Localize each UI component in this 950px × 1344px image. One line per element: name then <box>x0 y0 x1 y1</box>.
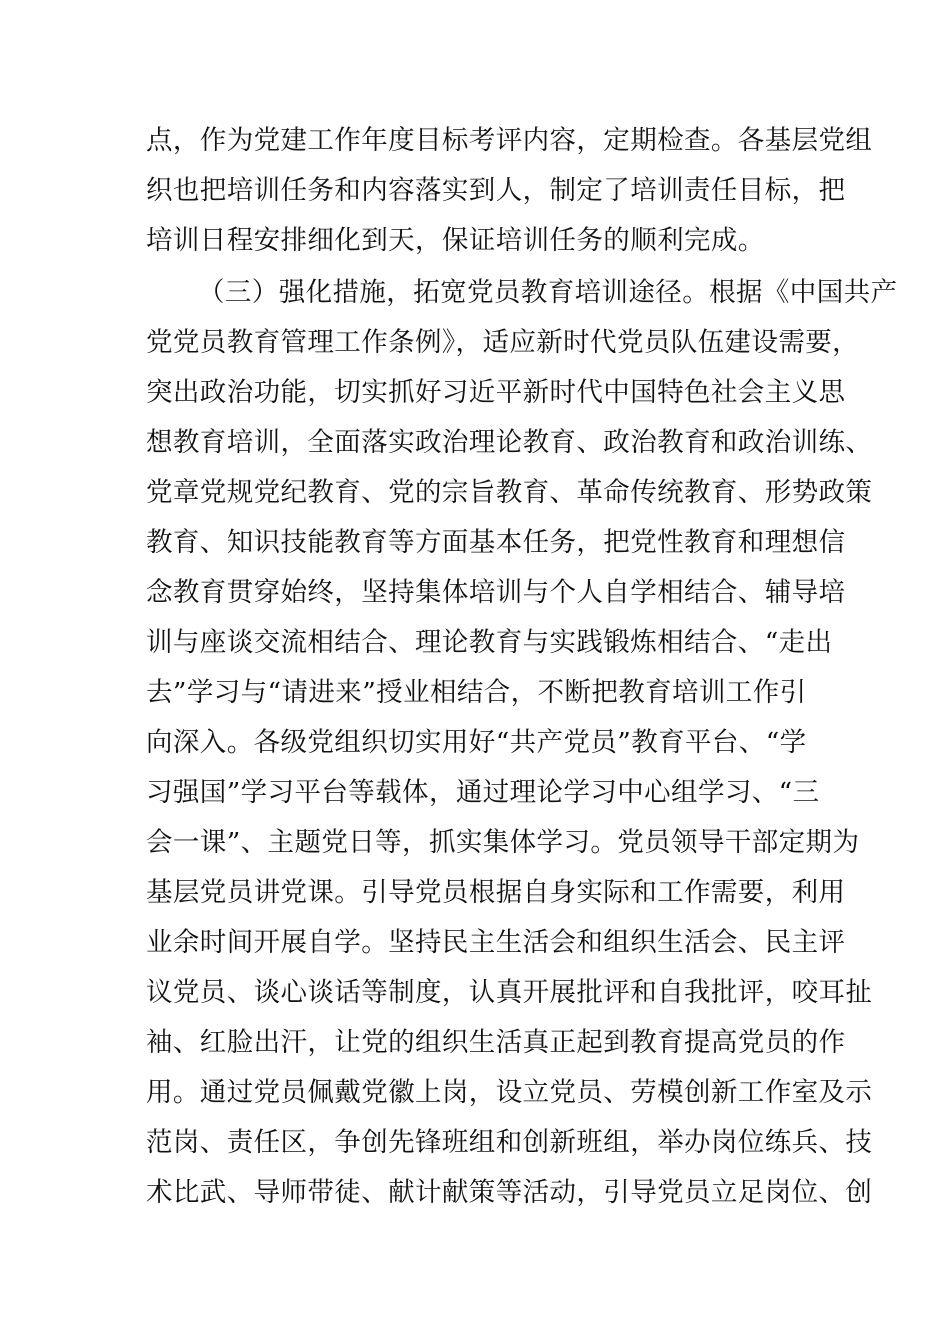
paragraph-2-line-4: 想教育培训，全面落实政治理论教育、政治教育和政治训练、 <box>146 427 873 458</box>
paragraph-2-line-10: 向深入。各级党组织切实用好“共产党员”教育平台、“学 <box>146 727 807 758</box>
paragraph-1-line-2: 织也把培训任务和内容落实到人，制定了培训责任目标，把 <box>146 175 846 206</box>
paragraph-2-line-19: 术比武、导师带徒、献计献策等活动，引导党员立足岗位、创 <box>146 1177 873 1208</box>
paragraph-2-line-5: 党章党规党纪教育、党的宗旨教育、革命传统教育、形势政策 <box>146 477 873 508</box>
paragraph-2-line-2: 党党员教育管理工作条例》，适应新时代党员队伍建设需要， <box>146 327 860 358</box>
paragraph-2-line-11: 习强国”学习平台等载体，通过理论学习中心组学习、“三 <box>146 777 820 808</box>
paragraph-1-line-1: 点，作为党建工作年度目标考评内容，定期检查。各基层党组 <box>146 125 873 156</box>
paragraph-2-line-12: 会一课”、主题党日等，抓实集体学习。党员领导干部定期为 <box>146 827 860 858</box>
paragraph-2-line-3: 突出政治功能，切实抓好习近平新时代中国特色社会主义思 <box>146 377 846 408</box>
paragraph-2-line-9: 去”学习与“请进来”授业相结合，不断把教育培训工作引 <box>146 677 807 708</box>
paragraph-2-line-16: 袖、红脸出汗，让党的组织生活真正起到教育提高党员的作 <box>146 1027 846 1058</box>
paragraph-2-line-18: 范岗、责任区，争创先锋班组和创新班组，举办岗位练兵、技 <box>146 1127 873 1158</box>
paragraph-2-line-7: 念教育贯穿始终，坚持集体培训与个人自学相结合、辅导培 <box>146 577 846 608</box>
paragraph-2-line-1: （三）强化措施，拓宽党员教育培训途径。根据《中国共产 <box>198 277 898 308</box>
paragraph-2-line-15: 议党员、谈心谈话等制度，认真开展批评和自我批评，咬耳扯 <box>146 977 873 1008</box>
paragraph-2-line-14: 业余时间开展自学。坚持民主生活会和组织生活会、民主评 <box>146 927 846 958</box>
paragraph-2-line-13: 基层党员讲党课。引导党员根据自身实际和工作需要，利用 <box>146 877 846 908</box>
paragraph-2-line-8: 训与座谈交流相结合、理论教育与实践锻炼相结合、“走出 <box>146 627 833 658</box>
paragraph-2-line-17: 用。通过党员佩戴党徽上岗，设立党员、劳模创新工作室及示 <box>146 1077 873 1108</box>
paragraph-1-line-3: 培训日程安排细化到天，保证培训任务的顺利完成。 <box>146 225 765 256</box>
paragraph-2-line-6: 教育、知识技能教育等方面基本任务，把党性教育和理想信 <box>146 527 846 558</box>
